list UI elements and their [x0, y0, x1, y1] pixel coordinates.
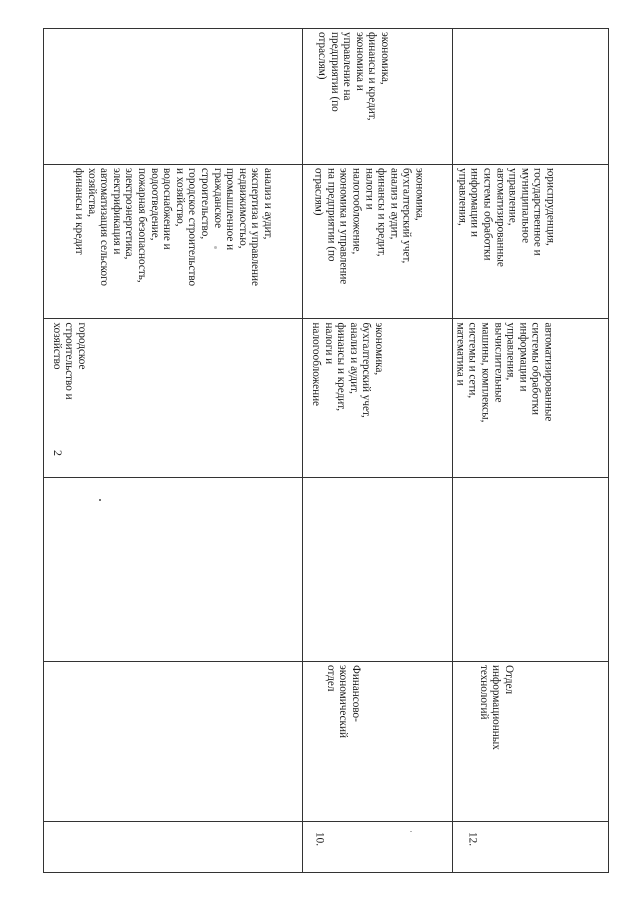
number-cell — [452, 821, 608, 873]
column-divider — [43, 477, 608, 478]
department-cell — [301, 661, 452, 821]
col6-cell — [301, 28, 452, 164]
col5-cell — [44, 164, 302, 318]
col3-cell — [452, 477, 608, 661]
column-divider — [43, 164, 608, 165]
table-row — [43, 28, 303, 873]
department-name: Финансово- экономический отдел — [324, 665, 362, 738]
department-cell — [452, 661, 608, 821]
page-number: 2 — [51, 450, 65, 456]
table-row — [452, 28, 609, 873]
col4-text: автоматизированные системы обработки информации и управления, вычислительные машины, комплексы, системы и сети, математика и — [454, 322, 555, 422]
row-number: 10. — [312, 832, 325, 846]
table-border-top — [43, 28, 608, 29]
scan-speck — [214, 246, 217, 249]
col3-cell — [44, 477, 302, 661]
col4-cell — [301, 318, 452, 477]
col3-cell — [301, 477, 452, 661]
col5-text: юриспруденция, государственное и муниципальное управление, автоматизированные системы обработки информации и управления, — [456, 168, 557, 267]
table-border-bottom — [43, 872, 608, 873]
department-name: Отдел информационных технологий — [477, 665, 515, 750]
col6-text: экономика, финансы и кредит, экономика и управление на предприятии (по отраслям) — [315, 32, 391, 121]
col4-text: экономика, бухгалтерский учет, анализ и аудит, финансы и кредит, налоги и налогообложение — [309, 322, 385, 418]
number-cell — [44, 821, 302, 873]
col5-cell — [452, 164, 608, 318]
number-cell — [301, 821, 452, 873]
column-divider — [43, 821, 608, 822]
department-cell — [44, 661, 302, 821]
row-number: 12. — [466, 832, 479, 846]
staffing-table — [43, 28, 608, 873]
table-row — [301, 28, 453, 873]
column-divider — [43, 661, 608, 662]
col5-cell — [301, 164, 452, 318]
col4-cell — [452, 318, 608, 477]
col4-text: городское строительство и хозяйство — [50, 322, 88, 400]
col4-cell — [44, 318, 302, 477]
scan-speck — [99, 499, 101, 501]
column-divider — [43, 318, 608, 319]
col5-text: экономика, бухгалтерский учет, анализ и аудит, финансы и кредит, налоги и налогообложение, экономика и управление на предприятии (по отраслям) — [312, 168, 426, 285]
scan-speck — [410, 831, 412, 832]
col6-cell — [452, 28, 608, 164]
col5-text: анализ и аудит, экспертиза и управление недвижимостью, промышленное и гражданское строительство, городское строительство и хозяйство, водоснабжение и водоотведение, пожарная безопасность, электроэнергетика, электрификация и автоматизация сельского хозяйства, финансы и кредит — [72, 168, 274, 287]
col6-cell — [44, 28, 302, 164]
